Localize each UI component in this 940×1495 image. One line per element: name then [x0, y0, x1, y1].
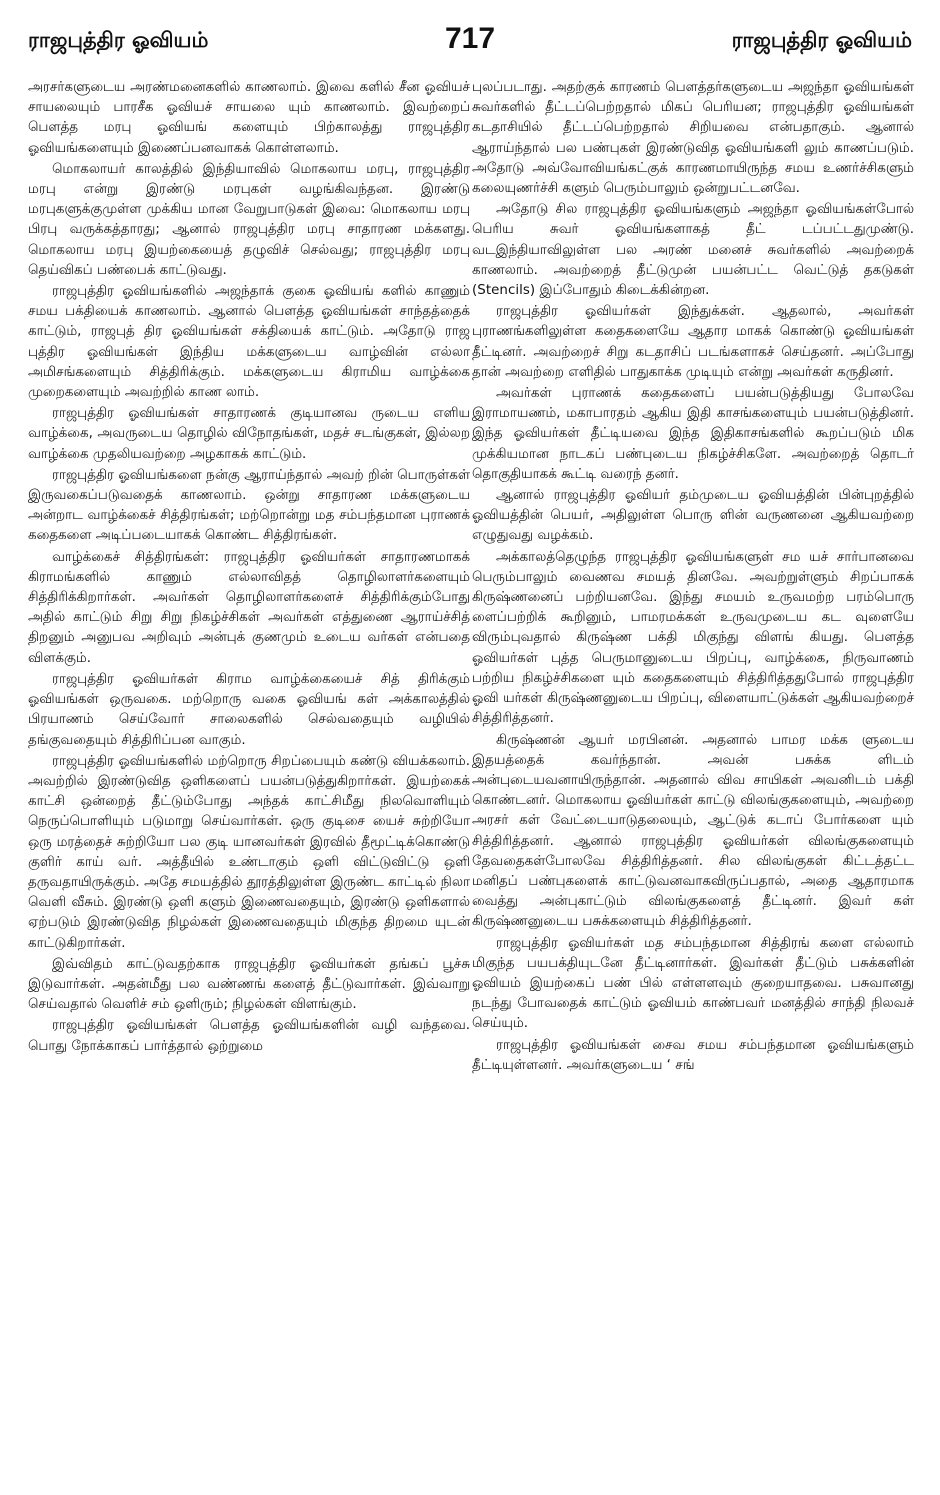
left-column	[28, 78, 470, 1478]
paragraph: ராஜபுத்திர ஓவியர்கள் கிராம வாழ்க்கையைச் சித் திரிக்கும் ஓவியங்கள் ஒருவகை. மற்றொரு வகை ஓவியங் கள் அக்காலத்தில் பிரயாணம் செய்வோர் சாலைகளில் செல்வதையும் வழியில் தங்குவதையும் சித்திரிப்பன வாகும்.	[28, 671, 470, 748]
running-title-right: ராஜபுத்திர ஓவியம்	[731, 28, 912, 52]
paragraph: ராஜபுத்திர ஓவியங்களில் அஜந்தாக் குகை ஓவியங் களில் காணும் சமய பக்தியைக் காணலாம். ஆனால் பௌத்த ஓவியங்கள் சாந்தத்தைக் காட்டும், ராஜபுத் திர ஓவியங்கள் சக்தியைக் காட்டும். அதோடு ராஜ புத்திர ஓவியங்கள் இந்திய மக்களுடைய வாழ்வின் எல்லா அமிசங்களையும் சித்திரிக்கும். மக்களுடைய கிராமிய வாழ்க்கை முறைகளையும் அவற்றில் காண லாம்.	[28, 284, 470, 401]
page-header	[28, 22, 912, 68]
paragraph: அவர்கள் புராணக் கதைகளைப் பயன்படுத்தியது போலவே இராமாயணம், மகாபாரதம் ஆகிய இதி காசங்களையும் பயன்படுத்தினர். இந்த ஓவியர்கள் தீட்டியவை இந்த இதிகாசங்களில் கூறப்படும் மிக முக்கியமான நாடகப் பண்புடைய நிகழ்ச்சிகளே. அவற்றைத் தொடர் தொகுதியாகக் கூட்டி வரைந் தனர்.	[472, 386, 914, 482]
paragraph: அதோடு சில ராஜபுத்திர ஓவியங்களும் அஜந்தா ஓவியங்கள்போல் பெரிய சுவர் ஓவியங்களாகத் தீட் டப்பட்டதுமுண்டு. வடஇந்தியாவிலுள்ள பல அரண் மனைச் சுவர்களில் அவற்றைக் காணலாம். அவற்றைத் தீட்டுமுன் பயன்பட்ட வெட்டுத் தகடுகள் (Stencils) இப்போதும் கிடைக்கின்றன.	[472, 202, 914, 299]
paragraph: ராஜபுத்திர ஓவியர்கள் மத சம்பந்தமான சித்திரங் களை எல்லாம் மிகுந்த பயபக்தியுடனே தீட்டினார்கள். இவர்கள் தீட்டும் பசுக்களின் ஓவியம் இயற்கைப் பண் பில் எள்ளளவும் குறையாதவை. பசுவானது நடந்து போவதைக் காட்டும் ஓவியம் காண்பவர் மனத்தில் சாந்தி நிலவச் செய்யும்.	[472, 935, 914, 1032]
paragraph: அக்காலத்தெழுந்த ராஜபுத்திர ஓவியங்களுள் சம யச் சார்பானவை பெரும்பாலும் வைணவ சமயத் தினவே. அவற்றுள்ளும் சிறப்பாகக் கிருஷ்ணனைப் பற்றியனவே. இந்து சமயம் உருவமற்ற பரம்பொரு ளைப்பற்றிக் கூறினும், பாமரமக்கள் உருவமுடைய கட வுளையே விரும்புவதால் கிருஷ்ண பக்தி மிகுந்து விளங் கியது. பௌத்த ஓவியர்கள் புத்த பெருமானுடைய பிறப்பு, வாழ்க்கை, நிருவாணம் பற்றிய நிகழ்ச்சிகளை யும் கதைகளையும் சித்திரித்ததுபோல் ராஜபுத்திர ஓவி யர்கள் கிருஷ்ணனுடைய பிறப்பு, விளையாட்டுக்கள் ஆகியவற்றைச் சித்திரித்தனர்.	[472, 549, 914, 727]
paragraph: ராஜபுத்திர ஓவியர்கள் இந்துக்கள். ஆதலால், அவர்கள் புராணங்களிலுள்ள கதைகளையே ஆதார மாகக் கொண்டு ஓவியங்கள் தீட்டினர். அவற்றைச் சிறு கடதாசிப் படங்களாகச் செய்தனர். அப்போது தான் அவற்றை எளிதில் பாதுகாக்க முடியும் என்று அவர்கள் கருதினர்.	[472, 304, 914, 380]
paragraph: ராஜபுத்திர ஓவியங்கள் பௌத்த ஓவியங்களின் வழி வந்தவை. பொது நோக்காகப் பார்த்தால் ஒற்றுமை	[28, 1018, 470, 1054]
paragraph: ராஜபுத்திர ஓவியங்கள் சாதாரணக் குடியானவ ருடைய எளிய வாழ்க்கை, அவருடைய தொழில் விநோதங்கள், மதச் சடங்குகள், இல்லற வாழ்க்கை முதலியவற்றை அழகாகக் காட்டும்.	[28, 406, 470, 462]
paragraph: அரசர்களுடைய அரண்மனைகளில் காணலாம். இவை களில் சீன ஓவியச் சாயலையும் பாரசீக ஓவியச் சாயலை யும் காணலாம். இவற்றைப் பௌத்த மரபு ஓவியங் களையும் பிற்காலத்து ராஜபுத்திர ஓவியங்களையும் இணைப்பனவாகக் கொள்ளலாம்.	[28, 80, 470, 156]
running-title-left: ராஜபுத்திர ஓவியம்	[28, 28, 209, 52]
page-number: 717	[444, 22, 496, 55]
paragraph: இவ்விதம் காட்டுவதற்காக ராஜபுத்திர ஓவியர்கள் தங்கப் பூச்சு இடுவார்கள். அதன்மீது பல வண்ணங் களைத் தீட்டுவார்கள். இவ்வாறு செய்வதால் வெளிச் சம் ஒளிரும்; நிழல்கள் விளங்கும்.	[28, 956, 470, 1013]
paragraph: ராஜபுத்திர ஓவியங்களில் மற்றொரு சிறப்பையும் கண்டு வியக்கலாம். அவற்றில் இரண்டுவித ஒளிகளைப் பயன்படுத்துகிறார்கள். இயற்கைக் காட்சி ஒன்றைத் தீட்டும்போது அந்தக் காட்சிமீது நிலவொளியும் நெருப்பொளியும் படுமாறு செய்வார்கள். ஒரு குடிசை யைச் சுற்றியோ ஒரு மரத்தைச் சுற்றியோ பல குடி யானவர்கள் இரவில் தீமூட்டிக்கொண்டு குளிர் காய் வர். அத்தீயில் உண்டாகும் ஒளி விட்டுவிட்டு ஒளி தருவதாயிருக்கும். அதே சமயத்தில் தூரத்திலுள்ள இருண்ட காட்டில் நிலா வெளி வீசும். இரண்டு ஒளி களும் இணைவதையும், இரண்டு ஒளிகளால் ஏற்படும் இரண்டுவித நிழல்கள் இணைவதையும் மிகுந்த திறமை யுடன் காட்டுகிறார்கள்.	[28, 753, 470, 951]
paragraph: மொகலாயர் காலத்தில் இந்தியாவில் மொகலாய மரபு, ராஜபுத்திர மரபு என்று இரண்டு மரபுகள் வழங்கிவந்தன. இரண்டு மரபுகளுக்குமுள்ள முக்கிய மான வேறுபாடுகள் இவை: மொகலாய மரபு பிரபு வருக்கத்தாரது; ஆனால் ராஜபுத்திர மரபு சாதாரண மக்களது. மொகலாய மரபு இயற்கையைத் தழுவிச் செல்வது; ராஜபுத்திர மரபு தெய்விகப் பண்பைக் காட்டுவது.	[28, 161, 470, 278]
paragraph: ராஜபுத்திர ஓவியங்களை நன்கு ஆராய்ந்தால் அவற் றின் பொருள்கள் இருவகைப்படுவதைக் காணலாம். ஒன்று சாதாரண மக்களுடைய அன்றாட வாழ்க்கைச் சித்திரங்கள்; மற்றொன்று மத சம்பந்தமான புராணக் கதைகளை அடிப்படையாகக் கொண்ட சித்திரங்கள்.	[28, 467, 470, 544]
paragraph: புலப்படாது. அதற்குக் காரணம் பௌத்தர்களுடைய அஜந்தா ஓவியங்கள் சுவர்களில் தீட்டப்பெற்றதால் மிகப் பெரியன; ராஜபுத்திர ஓவியங்கள் கடதாசியில் தீட்டப்பெற்றதால் சிறியவை என்பதாகும். ஆனால் ஆராய்ந்தால் பல பண்புகள் இரண்டுவித ஓவியங்களி லும் காணப்படும். அதோடு அவ்வோவியங்கட்குக் காரணமாயிருந்த சமய உணர்ச்சிகளும் கலையுணர்ச்சி களும் பெரும்பாலும் ஒன்றுபட்டனவே.	[472, 80, 914, 197]
paragraph: ராஜபுத்திர ஓவியங்கள் சைவ சமய சம்பந்தமான ஓவியங்களும் தீட்டியுள்ளனர். அவர்களுடைய ‘ சங்	[472, 1037, 914, 1073]
paragraph: ஆனால் ராஜபுத்திர ஓவியர் தம்முடைய ஓவியத்தின் பின்புறத்தில் ஓவியத்தின் பெயர், அதிலுள்ள பொரு ளின் வருணனை ஆகியவற்றை எழுதுவது வழக்கம்.	[472, 488, 914, 544]
paragraph: வாழ்க்கைச் சித்திரங்கள்: ராஜபுத்திர ஓவியர்கள் சாதாரணமாகக் கிராமங்களில் காணும் எல்லாவிதத் தொழிலாளர்களையும் சித்திரிக்கிறார்கள். அவர்கள் தொழிலாளர்களைச் சித்திரிக்கும்போது அதில் காட்டும் சிறு சிறு நிகழ்ச்சிகள் அவர்கள் எத்துணை ஆராய்ச்சித் திறனும் அனுபவ அறிவும் அன்புக் குணமும் உடைய வர்கள் என்பதை விளக்கும்.	[28, 549, 470, 666]
paragraph: கிருஷ்ணன் ஆயர் மரபினன். அதனால் பாமர மக்க ளுடைய இதயத்தைக் கவர்ந்தான். அவன் பசுக்க ளிடம் அன்புடையவனாயிருந்தான். அதனால் விவ சாயிகள் அவனிடம் பக்தி கொண்டனர். மொகலாய ஓவியர்கள் காட்டு விலங்குகளையும், அவற்றை அரசர் கள் வேட்டையாடுதலையும், ஆட்டுக் கடாப் போர்களை யும் சித்திரித்தனர். ஆனால் ராஜபுத்திர ஓவியர்கள் விலங்குகளையும் தேவதைகள்போலவே சித்திரித்தனர். சில விலங்குகள் கிட்டத்தட்ட மனிதப் பண்புகளைக் காட்டுவனவாகவிருப்பதால், அதை ஆதாரமாக வைத்து அன்புகாட்டும் விலங்குகளைத் தீட்டினர். இவர் கள் கிருஷ்ணனுடைய பசுக்களையும் சித்திரித்தனர்.	[472, 732, 914, 930]
right-column	[472, 78, 914, 1478]
